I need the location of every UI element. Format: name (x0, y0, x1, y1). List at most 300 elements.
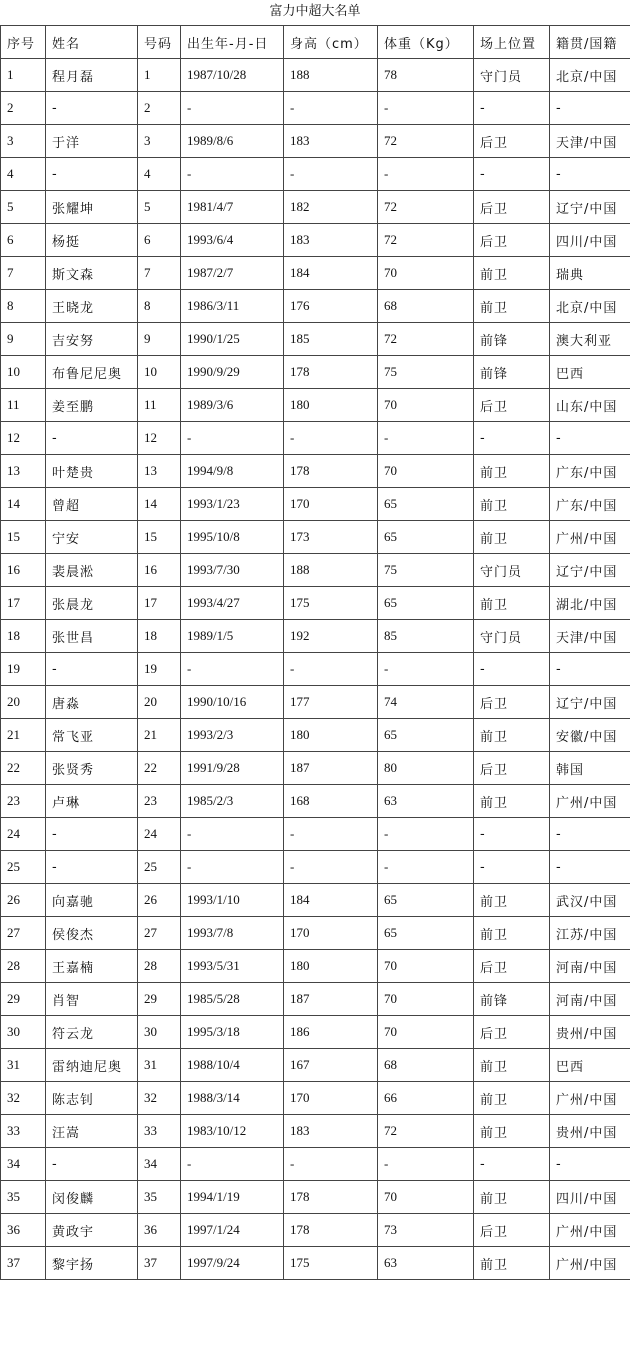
cell-weight: 72 (378, 224, 474, 257)
cell-index: 37 (1, 1247, 46, 1280)
cell-height: - (284, 818, 378, 851)
cell-height: 178 (284, 356, 378, 389)
table-row (1, 752, 630, 785)
cell-number: 18 (138, 620, 181, 653)
cell-index: 1 (1, 59, 46, 92)
cell-birthdate: 1981/4/7 (181, 191, 284, 224)
cell-name: 黄政宇 (46, 1214, 138, 1247)
cell-weight: 70 (378, 1016, 474, 1049)
cell-origin: 武汉/中国 (550, 884, 630, 917)
cell-weight: 70 (378, 455, 474, 488)
cell-birthdate: 1993/2/3 (181, 719, 284, 752)
cell-height: 168 (284, 785, 378, 818)
cell-name: 王嘉楠 (46, 950, 138, 983)
cell-name: 侯俊杰 (46, 917, 138, 950)
cell-origin: 巴西 (550, 1049, 630, 1082)
cell-birthdate: - (181, 1148, 284, 1181)
cell-birthdate: 1990/10/16 (181, 686, 284, 719)
table-row (1, 686, 630, 719)
cell-height: 183 (284, 125, 378, 158)
cell-birthdate: 1989/1/5 (181, 620, 284, 653)
cell-name: - (46, 818, 138, 851)
table-row (1, 983, 630, 1016)
cell-origin: 韩国 (550, 752, 630, 785)
header-number: 号码 (138, 26, 181, 59)
cell-weight: 68 (378, 290, 474, 323)
cell-birthdate: 1993/6/4 (181, 224, 284, 257)
cell-number: 26 (138, 884, 181, 917)
header-index: 序号 (1, 26, 46, 59)
cell-number: 12 (138, 422, 181, 455)
cell-index: 9 (1, 323, 46, 356)
cell-number: 20 (138, 686, 181, 719)
cell-birthdate: 1993/1/23 (181, 488, 284, 521)
cell-index: 16 (1, 554, 46, 587)
cell-position: 后卫 (474, 191, 550, 224)
cell-number: 10 (138, 356, 181, 389)
cell-index: 13 (1, 455, 46, 488)
cell-height: 178 (284, 1214, 378, 1247)
cell-index: 23 (1, 785, 46, 818)
cell-origin: - (550, 158, 630, 191)
cell-number: 22 (138, 752, 181, 785)
cell-origin: 天津/中国 (550, 620, 630, 653)
cell-number: 8 (138, 290, 181, 323)
cell-number: 30 (138, 1016, 181, 1049)
cell-height: 178 (284, 455, 378, 488)
cell-birthdate: 1993/5/31 (181, 950, 284, 983)
cell-name: 张晨龙 (46, 587, 138, 620)
cell-number: 3 (138, 125, 181, 158)
cell-birthdate: 1994/1/19 (181, 1181, 284, 1214)
cell-number: 31 (138, 1049, 181, 1082)
cell-weight: - (378, 1148, 474, 1181)
cell-name: 常飞亚 (46, 719, 138, 752)
cell-birthdate: 1993/1/10 (181, 884, 284, 917)
cell-birthdate: 1995/3/18 (181, 1016, 284, 1049)
cell-position: 前卫 (474, 521, 550, 554)
cell-name: 唐淼 (46, 686, 138, 719)
cell-height: - (284, 1148, 378, 1181)
cell-origin: 巴西 (550, 356, 630, 389)
cell-position: - (474, 422, 550, 455)
cell-height: 180 (284, 719, 378, 752)
cell-name: 曾超 (46, 488, 138, 521)
cell-position: 前锋 (474, 356, 550, 389)
cell-name: 宁安 (46, 521, 138, 554)
table-row (1, 59, 630, 92)
cell-position: 前卫 (474, 785, 550, 818)
cell-weight: 85 (378, 620, 474, 653)
cell-weight: 65 (378, 587, 474, 620)
table-row (1, 851, 630, 884)
cell-position: 后卫 (474, 752, 550, 785)
cell-index: 31 (1, 1049, 46, 1082)
cell-height: 183 (284, 1115, 378, 1148)
cell-index: 15 (1, 521, 46, 554)
cell-weight: 65 (378, 719, 474, 752)
cell-birthdate: 1988/10/4 (181, 1049, 284, 1082)
cell-index: 5 (1, 191, 46, 224)
cell-height: 185 (284, 323, 378, 356)
cell-weight: 70 (378, 257, 474, 290)
cell-birthdate: - (181, 818, 284, 851)
cell-name: 布鲁尼尼奥 (46, 356, 138, 389)
cell-weight: - (378, 92, 474, 125)
cell-height: 180 (284, 389, 378, 422)
cell-position: 后卫 (474, 125, 550, 158)
cell-height: 183 (284, 224, 378, 257)
table-row (1, 950, 630, 983)
cell-birthdate: - (181, 158, 284, 191)
cell-index: 30 (1, 1016, 46, 1049)
cell-height: 184 (284, 884, 378, 917)
cell-origin: 广州/中国 (550, 785, 630, 818)
cell-position: 前卫 (474, 587, 550, 620)
cell-birthdate: 1995/10/8 (181, 521, 284, 554)
cell-index: 29 (1, 983, 46, 1016)
cell-weight: 65 (378, 488, 474, 521)
cell-origin: 河南/中国 (550, 950, 630, 983)
table-row (1, 620, 630, 653)
cell-number: 32 (138, 1082, 181, 1115)
cell-number: 21 (138, 719, 181, 752)
cell-index: 11 (1, 389, 46, 422)
table-row (1, 257, 630, 290)
cell-index: 7 (1, 257, 46, 290)
cell-weight: 65 (378, 917, 474, 950)
table-row (1, 224, 630, 257)
cell-height: 178 (284, 1181, 378, 1214)
cell-name: 张耀坤 (46, 191, 138, 224)
cell-index: 12 (1, 422, 46, 455)
cell-weight: 65 (378, 521, 474, 554)
cell-number: 6 (138, 224, 181, 257)
cell-name: 叶楚贵 (46, 455, 138, 488)
cell-number: 15 (138, 521, 181, 554)
cell-position: 后卫 (474, 686, 550, 719)
cell-weight: 65 (378, 884, 474, 917)
table-row (1, 884, 630, 917)
cell-origin: - (550, 818, 630, 851)
cell-birthdate: 1997/9/24 (181, 1247, 284, 1280)
cell-height: 177 (284, 686, 378, 719)
cell-height: 176 (284, 290, 378, 323)
table-row (1, 422, 630, 455)
cell-weight: 70 (378, 389, 474, 422)
cell-weight: 63 (378, 1247, 474, 1280)
cell-birthdate: 1983/10/12 (181, 1115, 284, 1148)
cell-origin: 广东/中国 (550, 488, 630, 521)
cell-name: 张世昌 (46, 620, 138, 653)
cell-name: - (46, 158, 138, 191)
cell-name: 汪嵩 (46, 1115, 138, 1148)
table-row (1, 356, 630, 389)
cell-position: 守门员 (474, 59, 550, 92)
cell-position: - (474, 92, 550, 125)
cell-origin: 四川/中国 (550, 1181, 630, 1214)
cell-origin: 瑞典 (550, 257, 630, 290)
table-row (1, 719, 630, 752)
cell-birthdate: 1993/4/27 (181, 587, 284, 620)
cell-height: - (284, 158, 378, 191)
cell-weight: 70 (378, 1181, 474, 1214)
cell-name: 向嘉驰 (46, 884, 138, 917)
cell-name: 于洋 (46, 125, 138, 158)
cell-birthdate: 1997/1/24 (181, 1214, 284, 1247)
cell-name: 张贤秀 (46, 752, 138, 785)
cell-name: 卢琳 (46, 785, 138, 818)
cell-origin: 辽宁/中国 (550, 191, 630, 224)
cell-name: 裴晨淞 (46, 554, 138, 587)
cell-birthdate: - (181, 851, 284, 884)
cell-origin: 山东/中国 (550, 389, 630, 422)
cell-weight: 63 (378, 785, 474, 818)
cell-position: 后卫 (474, 389, 550, 422)
header-row (1, 26, 630, 59)
roster-table (0, 25, 630, 1280)
cell-origin: 北京/中国 (550, 59, 630, 92)
cell-weight: 72 (378, 125, 474, 158)
cell-birthdate: 1991/9/28 (181, 752, 284, 785)
table-row (1, 1049, 630, 1082)
cell-number: 4 (138, 158, 181, 191)
cell-origin: 贵州/中国 (550, 1115, 630, 1148)
cell-position: 后卫 (474, 224, 550, 257)
header-birthdate: 出生年-月-日 (181, 26, 284, 59)
cell-weight: 73 (378, 1214, 474, 1247)
cell-number: 29 (138, 983, 181, 1016)
cell-name: 王晓龙 (46, 290, 138, 323)
cell-origin: 湖北/中国 (550, 587, 630, 620)
cell-weight: 68 (378, 1049, 474, 1082)
table-row (1, 92, 630, 125)
cell-name: 姜至鹏 (46, 389, 138, 422)
table-row (1, 1181, 630, 1214)
cell-height: 180 (284, 950, 378, 983)
cell-index: 19 (1, 653, 46, 686)
cell-index: 21 (1, 719, 46, 752)
cell-position: 前卫 (474, 719, 550, 752)
cell-height: 175 (284, 587, 378, 620)
cell-origin: 广州/中国 (550, 1214, 630, 1247)
cell-position: - (474, 1148, 550, 1181)
table-row (1, 290, 630, 323)
table-row (1, 191, 630, 224)
cell-birthdate: 1989/8/6 (181, 125, 284, 158)
table-row (1, 1082, 630, 1115)
table-row (1, 917, 630, 950)
cell-name: - (46, 653, 138, 686)
cell-index: 32 (1, 1082, 46, 1115)
cell-position: 后卫 (474, 1214, 550, 1247)
cell-number: 25 (138, 851, 181, 884)
cell-weight: 75 (378, 356, 474, 389)
cell-height: 170 (284, 1082, 378, 1115)
cell-number: 1 (138, 59, 181, 92)
cell-height: 170 (284, 917, 378, 950)
cell-birthdate: 1985/2/3 (181, 785, 284, 818)
cell-position: 守门员 (474, 554, 550, 587)
cell-name: 雷纳迪尼奥 (46, 1049, 138, 1082)
cell-name: 陈志钊 (46, 1082, 138, 1115)
cell-height: 192 (284, 620, 378, 653)
cell-height: 182 (284, 191, 378, 224)
cell-position: 前卫 (474, 1181, 550, 1214)
cell-origin: 广州/中国 (550, 1082, 630, 1115)
table-row (1, 158, 630, 191)
table-row (1, 1214, 630, 1247)
cell-position: 前卫 (474, 1082, 550, 1115)
table-row (1, 554, 630, 587)
cell-weight: - (378, 158, 474, 191)
cell-position: 前卫 (474, 1115, 550, 1148)
cell-name: 符云龙 (46, 1016, 138, 1049)
cell-origin: - (550, 1148, 630, 1181)
table-row (1, 1148, 630, 1181)
document-title: 富力中超大名单 (269, 4, 361, 19)
cell-index: 24 (1, 818, 46, 851)
cell-origin: 广州/中国 (550, 521, 630, 554)
cell-position: 前卫 (474, 455, 550, 488)
cell-weight: - (378, 422, 474, 455)
cell-origin: 贵州/中国 (550, 1016, 630, 1049)
cell-origin: 北京/中国 (550, 290, 630, 323)
cell-index: 20 (1, 686, 46, 719)
cell-weight: - (378, 818, 474, 851)
cell-name: 斯文森 (46, 257, 138, 290)
cell-position: 前卫 (474, 917, 550, 950)
cell-height: - (284, 851, 378, 884)
cell-position: 前卫 (474, 1247, 550, 1280)
cell-index: 2 (1, 92, 46, 125)
table-row (1, 587, 630, 620)
cell-weight: 72 (378, 1115, 474, 1148)
cell-index: 18 (1, 620, 46, 653)
cell-weight: - (378, 851, 474, 884)
cell-height: 170 (284, 488, 378, 521)
cell-height: 187 (284, 752, 378, 785)
cell-birthdate: - (181, 92, 284, 125)
cell-number: 35 (138, 1181, 181, 1214)
cell-origin: - (550, 92, 630, 125)
table-row (1, 818, 630, 851)
cell-name: 吉安努 (46, 323, 138, 356)
cell-origin: 安徽/中国 (550, 719, 630, 752)
cell-name: - (46, 422, 138, 455)
cell-position: 前卫 (474, 884, 550, 917)
cell-origin: 澳大利亚 (550, 323, 630, 356)
cell-name: 肖智 (46, 983, 138, 1016)
cell-height: - (284, 92, 378, 125)
cell-origin: 江苏/中国 (550, 917, 630, 950)
cell-birthdate: 1990/1/25 (181, 323, 284, 356)
cell-number: 13 (138, 455, 181, 488)
cell-birthdate: 1987/2/7 (181, 257, 284, 290)
cell-height: 186 (284, 1016, 378, 1049)
cell-index: 8 (1, 290, 46, 323)
table-row (1, 1115, 630, 1148)
cell-birthdate: - (181, 653, 284, 686)
cell-index: 28 (1, 950, 46, 983)
cell-birthdate: - (181, 422, 284, 455)
table-row (1, 323, 630, 356)
table-row (1, 1247, 630, 1280)
cell-origin: 广州/中国 (550, 1247, 630, 1280)
cell-height: 188 (284, 59, 378, 92)
cell-number: 28 (138, 950, 181, 983)
cell-origin: - (550, 653, 630, 686)
cell-index: 4 (1, 158, 46, 191)
cell-birthdate: 1994/9/8 (181, 455, 284, 488)
cell-origin: 天津/中国 (550, 125, 630, 158)
cell-name: 黎宇扬 (46, 1247, 138, 1280)
cell-position: 后卫 (474, 950, 550, 983)
cell-position: 守门员 (474, 620, 550, 653)
cell-index: 17 (1, 587, 46, 620)
cell-weight: 80 (378, 752, 474, 785)
cell-index: 6 (1, 224, 46, 257)
cell-index: 27 (1, 917, 46, 950)
table-row (1, 455, 630, 488)
cell-number: 5 (138, 191, 181, 224)
table-row (1, 125, 630, 158)
header-weight: 体重（Kg） (378, 26, 474, 59)
cell-position: 前锋 (474, 323, 550, 356)
cell-weight: 70 (378, 983, 474, 1016)
table-row (1, 785, 630, 818)
cell-position: 前锋 (474, 983, 550, 1016)
cell-number: 2 (138, 92, 181, 125)
cell-origin: - (550, 422, 630, 455)
cell-position: 前卫 (474, 290, 550, 323)
cell-position: 前卫 (474, 488, 550, 521)
cell-index: 26 (1, 884, 46, 917)
cell-height: 184 (284, 257, 378, 290)
cell-number: 19 (138, 653, 181, 686)
cell-position: - (474, 818, 550, 851)
cell-name: 闵俊麟 (46, 1181, 138, 1214)
table-row (1, 488, 630, 521)
cell-name: 程月磊 (46, 59, 138, 92)
cell-index: 22 (1, 752, 46, 785)
cell-birthdate: 1985/5/28 (181, 983, 284, 1016)
cell-index: 34 (1, 1148, 46, 1181)
cell-birthdate: 1986/3/11 (181, 290, 284, 323)
cell-index: 14 (1, 488, 46, 521)
header-height: 身高（cm） (284, 26, 378, 59)
cell-name: - (46, 92, 138, 125)
table-row (1, 389, 630, 422)
header-origin: 籍贯/国籍 (550, 26, 630, 59)
cell-height: - (284, 422, 378, 455)
cell-birthdate: 1993/7/30 (181, 554, 284, 587)
cell-number: 27 (138, 917, 181, 950)
cell-birthdate: 1993/7/8 (181, 917, 284, 950)
cell-height: 188 (284, 554, 378, 587)
cell-origin: 广东/中国 (550, 455, 630, 488)
cell-birthdate: 1989/3/6 (181, 389, 284, 422)
cell-index: 25 (1, 851, 46, 884)
cell-position: - (474, 653, 550, 686)
cell-position: - (474, 851, 550, 884)
cell-name: - (46, 851, 138, 884)
cell-weight: 72 (378, 323, 474, 356)
cell-number: 9 (138, 323, 181, 356)
cell-index: 36 (1, 1214, 46, 1247)
cell-index: 10 (1, 356, 46, 389)
cell-weight: 75 (378, 554, 474, 587)
